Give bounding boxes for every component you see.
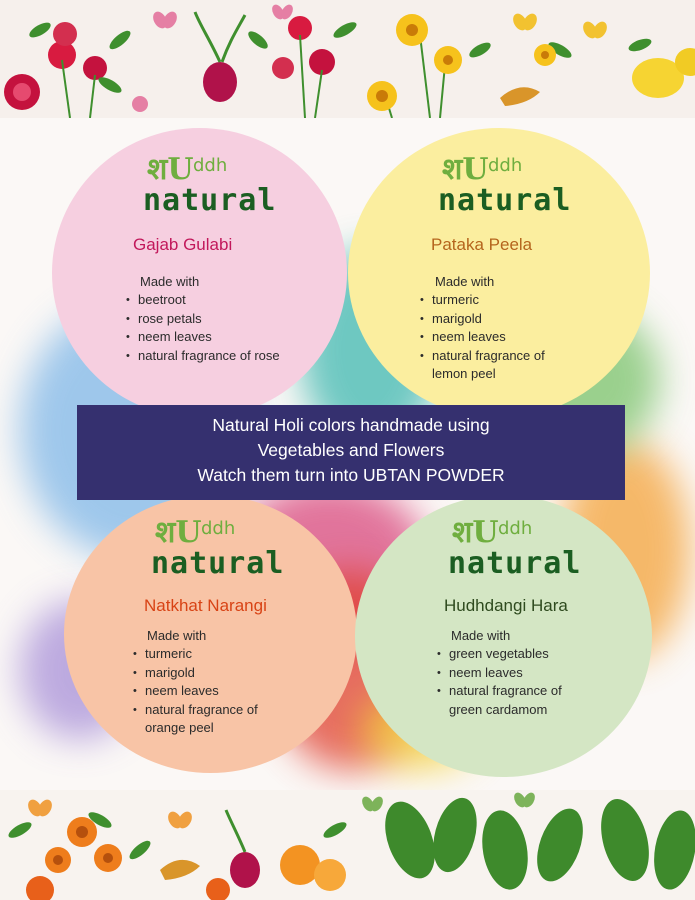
shuddh-natural-logo	[105, 145, 277, 225]
logo-word: natural	[143, 183, 277, 218]
made-with-label: Made with	[147, 628, 207, 643]
ingredient-list	[126, 291, 280, 365]
logo-word: natural	[448, 546, 582, 581]
ingredient-list	[437, 645, 562, 719]
logo-suffix: ddh	[201, 518, 236, 539]
logo-suffix: ddh	[193, 155, 228, 176]
logo-devanagari: शU	[452, 515, 499, 550]
ingredient-item: • marigold	[133, 664, 258, 683]
beetroot-icon	[226, 810, 260, 888]
made-with-label: Made with	[140, 274, 200, 289]
ingredient-item: • rose petals	[126, 310, 280, 329]
ingredient-item: • natural fragrance of rose	[126, 347, 280, 366]
lemon-icon	[632, 48, 695, 98]
ingredient-item: • marigold	[420, 310, 545, 329]
spinach-icon	[376, 793, 695, 893]
logo-suffix: ddh	[498, 518, 533, 539]
top-floral-illustration	[0, 0, 695, 118]
beetroot-icon	[195, 12, 245, 102]
banner-line-1: Natural Holi colors handmade using	[212, 415, 490, 435]
banner-line-3: Watch them turn into UBTAN POWDER	[197, 465, 505, 485]
made-with-label: Made with	[451, 628, 511, 643]
logo-devanagari: शU	[147, 152, 194, 187]
ingredient-item: • neem leaves	[420, 328, 545, 347]
shuddh-natural-logo	[410, 508, 582, 588]
ingredient-item: • turmeric	[133, 645, 258, 664]
ingredient-item: • natural fragrance of	[437, 682, 562, 701]
product-title: Natkhat Narangi	[144, 596, 267, 615]
ingredient-item-continued: green cardamom	[449, 701, 548, 717]
ingredient-item: • beetroot	[126, 291, 280, 310]
orange-icon	[280, 845, 346, 891]
product-title: Hudhdangi Hara	[444, 596, 568, 615]
product-title: Pataka Peela	[431, 235, 533, 254]
ingredient-item: • neem leaves	[437, 664, 562, 683]
butterfly-yellow-icon	[510, 11, 609, 41]
logo-word: natural	[151, 546, 285, 581]
shuddh-natural-logo	[400, 145, 572, 225]
logo-devanagari: शU	[155, 515, 202, 550]
ingredient-item: • turmeric	[420, 291, 545, 310]
logo-word: natural	[438, 183, 572, 218]
logo-suffix: ddh	[488, 155, 523, 176]
leaf-icon	[27, 19, 653, 96]
banner-line-2: Vegetables and Flowers	[257, 440, 445, 460]
top-floral-border	[0, 0, 695, 118]
ingredient-item: • neem leaves	[133, 682, 258, 701]
ingredient-item: • natural fragrance of	[420, 347, 545, 366]
ingredient-item-continued: lemon peel	[432, 366, 496, 381]
ingredient-item: • green vegetables	[437, 645, 562, 664]
turmeric-icon	[160, 860, 200, 880]
bottom-floral-illustration	[0, 790, 695, 900]
logo-devanagari: शU	[442, 152, 489, 187]
product-title: Gajab Gulabi	[133, 235, 233, 254]
marigold-icon	[26, 817, 230, 900]
ingredient-list	[420, 291, 545, 384]
rose-icon	[4, 16, 335, 112]
ingredient-item: • natural fragrance of	[133, 701, 258, 720]
ingredient-item-continued: orange peel	[145, 720, 214, 735]
made-with-label: Made with	[435, 274, 495, 289]
shuddh-natural-logo	[113, 508, 285, 588]
ingredient-list	[133, 645, 258, 738]
bottom-floral-border	[0, 790, 695, 900]
ingredient-item: • neem leaves	[126, 328, 280, 347]
butterfly-icon	[150, 3, 295, 31]
turmeric-icon	[500, 87, 540, 106]
holi-banner	[77, 405, 625, 500]
